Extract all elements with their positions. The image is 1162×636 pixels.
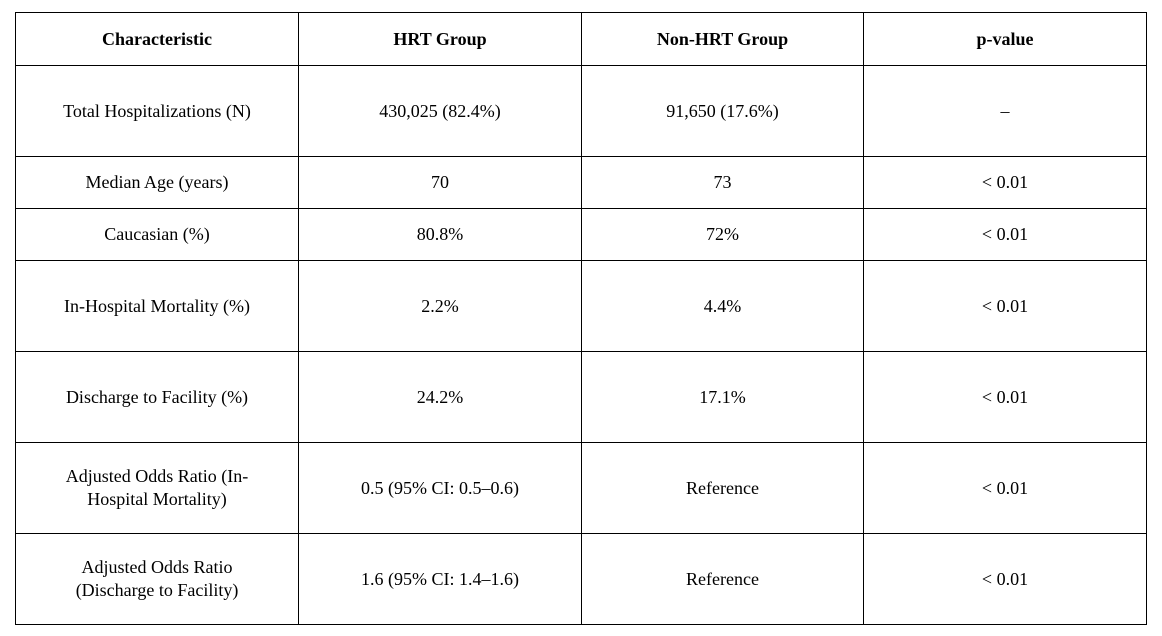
p-value-cell: < 0.01 xyxy=(864,157,1147,209)
table-row xyxy=(16,352,1147,443)
table-header-row xyxy=(16,13,1147,66)
non-hrt-value: 4.4% xyxy=(582,261,864,352)
hrt-value: 80.8% xyxy=(299,209,582,261)
row-label xyxy=(16,443,299,534)
header-characteristic: Characteristic xyxy=(16,13,299,66)
hrt-value: 1.6 (95% CI: 1.4–1.6) xyxy=(299,534,582,625)
p-value-cell: < 0.01 xyxy=(864,443,1147,534)
table-row xyxy=(16,66,1147,157)
header-p-value: p-value xyxy=(864,13,1147,66)
table-row xyxy=(16,443,1147,534)
header-hrt-group: HRT Group xyxy=(299,13,582,66)
row-label-text: Adjusted Odds Ratio (In-Hospital Mortality) xyxy=(65,466,249,509)
row-label: Caucasian (%) xyxy=(16,209,299,261)
non-hrt-value: 73 xyxy=(582,157,864,209)
hrt-value: 2.2% xyxy=(299,261,582,352)
row-label: In-Hospital Mortality (%) xyxy=(16,261,299,352)
non-hrt-value: 91,650 (17.6%) xyxy=(582,66,864,157)
table-row xyxy=(16,157,1147,209)
table-row xyxy=(16,209,1147,261)
p-value-cell: – xyxy=(864,66,1147,157)
row-label: Median Age (years) xyxy=(16,157,299,209)
row-label xyxy=(16,534,299,625)
p-value-cell: < 0.01 xyxy=(864,352,1147,443)
p-value-cell: < 0.01 xyxy=(864,534,1147,625)
p-value-cell: < 0.01 xyxy=(864,209,1147,261)
hrt-value: 430,025 (82.4%) xyxy=(299,66,582,157)
non-hrt-value: 72% xyxy=(582,209,864,261)
table-row xyxy=(16,534,1147,625)
results-table xyxy=(15,12,1147,625)
hrt-value: 24.2% xyxy=(299,352,582,443)
row-label-text: Adjusted Odds Ratio (Discharge to Facility) xyxy=(75,557,239,600)
hrt-value: 70 xyxy=(299,157,582,209)
row-label: Total Hospitalizations (N) xyxy=(16,66,299,157)
non-hrt-value: 17.1% xyxy=(582,352,864,443)
non-hrt-value: Reference xyxy=(582,534,864,625)
header-non-hrt-group: Non-HRT Group xyxy=(582,13,864,66)
hrt-value: 0.5 (95% CI: 0.5–0.6) xyxy=(299,443,582,534)
row-label: Discharge to Facility (%) xyxy=(16,352,299,443)
non-hrt-value: Reference xyxy=(582,443,864,534)
p-value-cell: < 0.01 xyxy=(864,261,1147,352)
table-row xyxy=(16,261,1147,352)
